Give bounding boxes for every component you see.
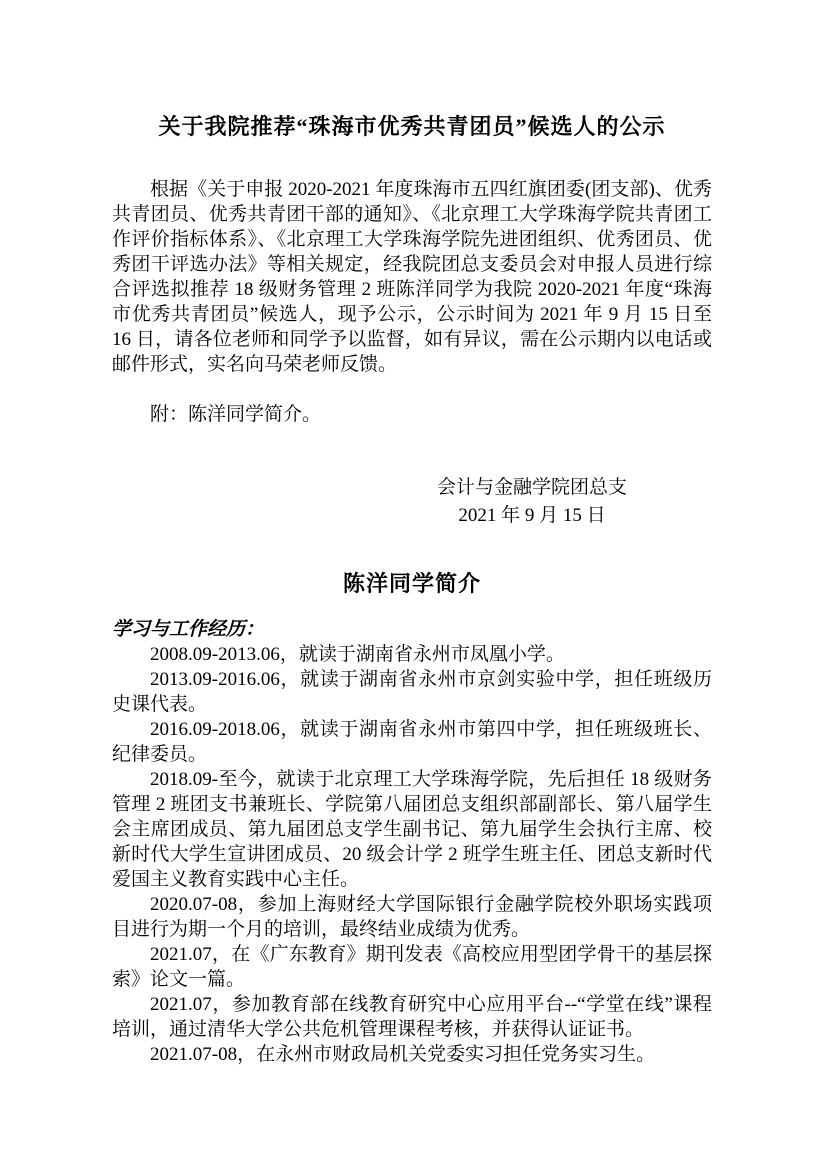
experience-entry: 2013.09-2016.06，就读于湖南省永州市京剑实验中学，担任班级历史课代表。 bbox=[112, 669, 712, 715]
document-title: 关于我院推荐“珠海市优秀共青团员”候选人的公示 bbox=[158, 114, 666, 139]
experience-entry: 2008.09-2013.06，就读于湖南省永州市凤凰小学。 bbox=[150, 644, 565, 665]
signature-block bbox=[437, 474, 627, 530]
experience-entry: 2021.07，参加教育部在线教育研究中心应用平台--“学堂在线”课程培训，通过清华大学公共危机管理课程考核，并获得认证证书。 bbox=[112, 994, 712, 1040]
experience-entry: 2018.09-至今，就读于北京理工大学珠海学院，先后担任 18 级财务管理 2 班团支书兼班长、学院第八届团总支组织部副部长、第八届学生会主席团成员、第九届团总支学生副书记、第九届学生会执行主席、校新时代大学生宣讲团成员、20 级会计学 2 班学生班主任、团总支新时代爱国主义教育实践中心主任。 bbox=[112, 769, 712, 890]
experience-entry: 2021.07-08，在永州市财政局机关党委实习担任党务实习生。 bbox=[150, 1044, 656, 1065]
announcement-paragraph: 根据《关于申报 2020-2021 年度珠海市五四红旗团委(团支部)、优秀共青团员、优秀共青团干部的通知》、《北京理工大学珠海学院共青团工作评价指标体系》、《北京理工大学珠海学院先进团组织、优秀团员、优秀团干评选办法》等相关规定，经我院团总支委员会对申报人员进行综合评选拟推荐 18 级财务管理 2 班陈洋同学为我院 2020-2021 年度“珠海市优秀共青团员”候选人，现予公示，公示时间为 2021 年 9 月 15 日至 16 日，请各位老师和同学予以监督，如有异议，需在公示期内以电话或邮件形式，实名向马荣老师反馈。 bbox=[112, 179, 712, 375]
signature-date: 2021 年 9 月 15 日 bbox=[458, 505, 606, 526]
experience-entry: 2016.09-2018.06，就读于湖南省永州市第四中学，担任班级班长、纪律委员。 bbox=[112, 719, 712, 765]
experience-entry: 2020.07-08，参加上海财经大学国际银行金融学院校外职场实践项目进行为期一个月的培训，最终结业成绩为优秀。 bbox=[112, 894, 712, 940]
experience-list bbox=[112, 642, 712, 1067]
profile-heading: 陈洋同学简介 bbox=[342, 571, 481, 596]
attachment-note: 附：陈洋同学简介。 bbox=[150, 404, 322, 425]
signature-organization: 会计与金融学院团总支 bbox=[436, 477, 627, 498]
profile-subheading: 学习与工作经历： bbox=[112, 619, 265, 640]
experience-entry: 2021.07，在《广东教育》期刊发表《高校应用型团学骨干的基层探索》论文一篇。 bbox=[112, 944, 712, 990]
